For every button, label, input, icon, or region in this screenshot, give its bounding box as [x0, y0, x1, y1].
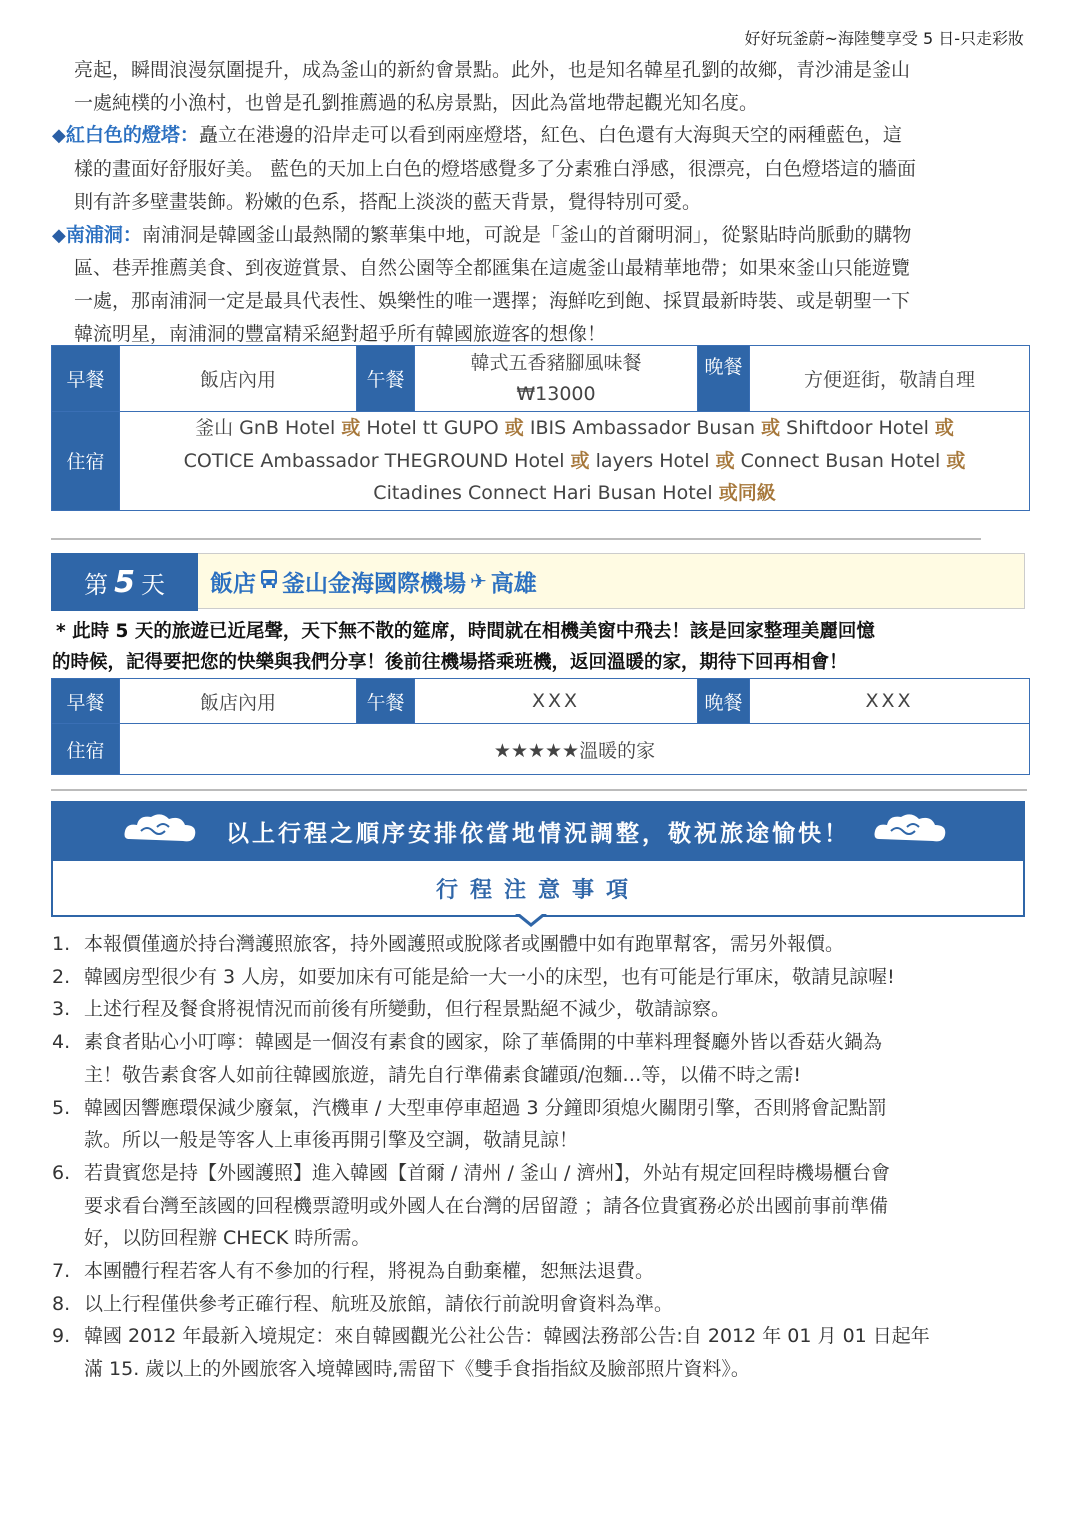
breakfast-value: 飯店內用 [120, 679, 357, 724]
route-mid: 釜山金海國際機場 [282, 570, 466, 597]
banner-text: 以上行程之順序安排依當地情況調整，敬祝旅途愉快！ [226, 820, 850, 847]
intro-line: 則有許多壁畫裝飾。粉嫩的色系，搭配上淡淡的藍天背景，覺得特別可愛。 [74, 190, 702, 213]
day4-meal-table [51, 345, 1030, 511]
cloud-icon [871, 811, 951, 855]
stay-label: 住宿 [52, 412, 120, 511]
hotel-name: IBIS Ambassador Busan [529, 417, 756, 439]
nampo-paragraph: ◆南浦洞：南浦洞是韓國釜山最熱鬧的繁華集中地，可說是「釜山的首爾明洞」，從緊貼時尚脈動的購物 [52, 223, 912, 246]
hotel-name: layers Hotel [595, 449, 710, 472]
dinner-label: 晚餐 [698, 346, 750, 412]
lunch-value: XXX [415, 679, 698, 724]
diamond-bullet-icon: ◆ [52, 125, 66, 147]
hotel-name: 釜山 GnB Hotel [195, 417, 336, 439]
note-item: 9. 韓國 2012 年最新入境規定：來自韓國觀光公社公告：韓國法務部公告:自 2012 年 01 月 01 日起年 滿 15. 歲以上的外國旅客入境韓國時,需留下《雙手食指指紋及臉部照片資料》。 [52, 1325, 930, 1381]
lighthouse-title: 紅白色的燈塔： [65, 124, 199, 147]
notes-title-box [51, 861, 1025, 917]
dinner-value: XXX [750, 679, 1030, 724]
note-item: 7. 本團體行程若客人有不參加的行程，將視為自動棄權，恕無法退費。 [52, 1260, 655, 1283]
divider [51, 789, 1027, 791]
intro-line: 樣的畫面好舒服好美。 藍色的天加上白色的燈塔感覺多了分素雅白淨感，很漂亮，白色燈塔這的牆面 [74, 158, 917, 181]
route-end: 高雄 [490, 570, 537, 597]
hotel-name: COTICE Ambassador THEGROUND Hotel [183, 449, 565, 472]
day5-header [51, 553, 1027, 611]
airplane-icon: ✈ [470, 569, 487, 593]
intro-line: 亮起，瞬間浪漫氛圍提升，成為釜山的新約會景點。此外，也是知名韓星孔劉的故鄉，青沙浦是釜山 [74, 59, 911, 81]
intro-line: 韓流明星，南浦洞的豐富精采絕對超乎所有韓國旅遊客的想像！ [74, 322, 607, 345]
lighthouse-paragraph: ◆紅白色的燈塔：矗立在港邊的沿岸走可以看到兩座燈塔，紅色、白色還有大海與天空的兩種藍色，這 [52, 124, 902, 147]
hotel-list: 釜山 GnB Hotel 或 Hotel tt GUPO 或 IBIS Ambassador Busan 或 Shiftdoor Hotel 或 COTICE Ambassador THEGROUND Hotel 或 layers Hotel 或 Connect Busan Hotel 或 Citadines Connect Hari Busan Hotel 或同級 [120, 412, 1030, 511]
dinner-label: 晚餐 [698, 679, 750, 724]
dinner-value: 方便逛街，敬請自理 [750, 346, 1030, 412]
day-badge: 第 5 天 [51, 553, 198, 611]
notice-banner [51, 801, 1025, 861]
hotel-name: Citadines Connect Hari Busan Hotel [373, 482, 713, 504]
lunch-price: ₩13000 [516, 382, 596, 405]
intro-line: 區、巷弄推薦美食、到夜遊賞景、自然公園等全都匯集在這處釜山最精華地帶；如果來釜山只能遊覽 [74, 257, 911, 280]
stay-value: ★★★★★溫暖的家 [120, 724, 1030, 775]
intro-section [52, 54, 1028, 350]
hotel-name: Shiftdoor Hotel [786, 417, 929, 439]
day5-meal-table [51, 678, 1030, 775]
lunch-label: 午餐 [357, 679, 415, 724]
day5-description: * 此時 5 天的旅遊已近尾聲，天下無不散的筵席，時間就在相機美窗中飛去！該是回家整理美麗回憶 的時候，記得要把您的快樂與我們分享！後前往機場搭乘班機，返回溫暖的家，期待下回再相會！ [52, 621, 875, 673]
page-header-title: 好好玩釜蔚~海陸雙享受 5 日-只走彩妝 [744, 29, 1024, 48]
bus-icon [260, 569, 278, 594]
day-number: 5 [114, 564, 135, 600]
notes-list [52, 928, 1028, 1386]
note-item: 3. 上述行程及餐食將視情況而前後有所變動，但行程景點絕不減少，敬請諒察。 [52, 998, 731, 1021]
notch-arrow-icon [515, 914, 547, 928]
note-item: 1. 本報價僅適於持台灣護照旅客，持外國護照或脫隊者或團體中如有跑單幫客，需另外報價。 [52, 933, 845, 955]
lunch-value: 韓式五香豬腳風味餐 [470, 351, 642, 374]
divider [51, 538, 981, 540]
stay-label: 住宿 [52, 724, 120, 775]
note-item: 6. 若貴賓您是持【外國護照】進入韓國【首爾 / 清州 / 釜山 / 濟州】，外站有規定回程時機場櫃台會 要求看台灣至該國的回程機票證明或外國人在台灣的居留證 ；請各位貴賓務必於出國前事前準備 好，以防回程辦 CHECK 時所需。 [52, 1161, 890, 1250]
hotel-name: Hotel tt GUPO [366, 417, 499, 439]
note-item: 4. 素食者貼心小叮嚀：韓國是一個沒有素食的國家，除了華僑開的中華料理餐廳外皆以香菇火鍋為 主！敬告素食客人如前往韓國旅遊，請先自行準備素食罐頭/泡麵…等，以備不時之需! [52, 1031, 883, 1086]
note-item: 8. 以上行程僅供參考正確行程、航班及旅館，請依行前說明會資料為準。 [52, 1292, 674, 1315]
day-route [198, 553, 1025, 609]
hotel-name: Connect Busan Hotel [740, 449, 941, 472]
breakfast-label: 早餐 [52, 346, 120, 412]
lunch-cell [415, 346, 698, 412]
route-start: 飯店 [210, 570, 256, 597]
breakfast-value: 飯店內用 [120, 346, 357, 412]
intro-line: 一處，那南浦洞一定是最具代表性、娛樂性的唯一選擇；海鮮吃到飽、採買最新時裝、或是朝聖一下 [74, 289, 911, 312]
diamond-bullet-icon: ◆ [52, 224, 66, 246]
breakfast-label: 早餐 [52, 679, 120, 724]
note-item: 2. 韓國房型很少有 3 人房，如要加床有可能是給一大一小的床型，也有可能是行軍床，敬請見諒喔! [52, 965, 895, 988]
notes-title: 行程注意事項 [435, 878, 640, 903]
intro-line: 一處純樸的小漁村，也曾是孔劉推薦過的私房景點，因此為當地帶起觀光知名度。 [74, 91, 759, 114]
nampo-title: 南浦洞： [65, 223, 142, 246]
lunch-label: 午餐 [357, 346, 415, 412]
note-item: 5. 韓國因響應環保減少廢氣，汽機車 / 大型車停車超過 3 分鐘即須熄火關閉引擎，否則將會記點罰 款。所以一般是等客人上車後再開引擎及空調，敬請見諒！ [52, 1096, 887, 1152]
